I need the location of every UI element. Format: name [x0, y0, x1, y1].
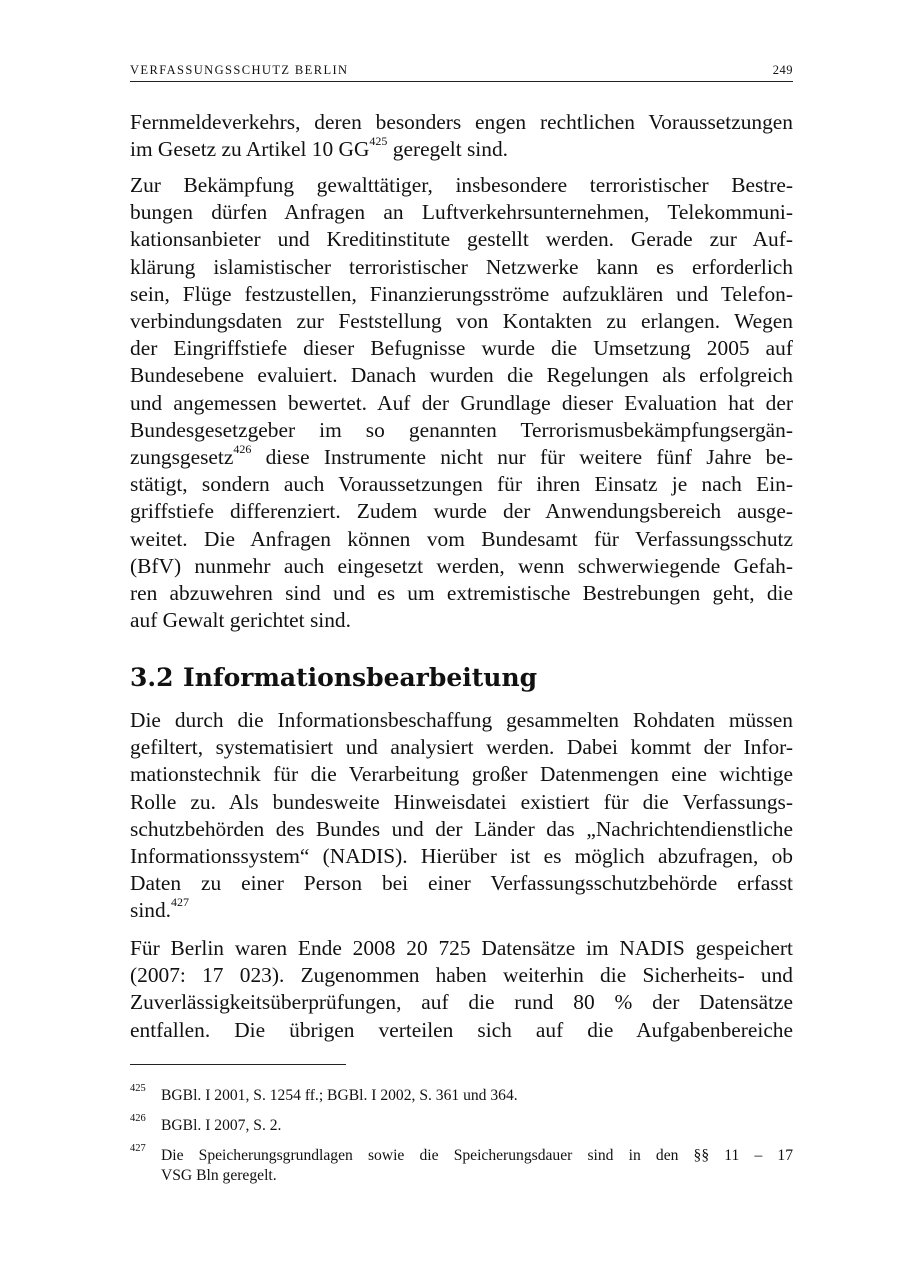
text-line: Bundesebene evaluiert. Danach wurden die Regelungen als erfolgreich — [130, 363, 793, 388]
text-line: gefiltert, systematisiert und analysiert werden. Dabei kommt der Infor- — [130, 735, 793, 760]
text-fragment: geregelt sind. — [387, 137, 508, 162]
text-line: (2007: 17 023). Zugenommen haben weiterhin die Sicherheits- und — [130, 963, 793, 988]
running-title: VERFASSUNGSSCHUTZ BERLIN — [130, 63, 349, 77]
paragraph-2 — [130, 172, 793, 634]
page-number: 249 — [772, 63, 793, 77]
text-line: mationstechnik für die Verarbeitung großer Datenmengen eine wichtige — [130, 762, 793, 787]
text-line: stätigt, sondern auch Voraussetzungen für ihren Einsatz je nach Ein- — [130, 472, 793, 497]
text-line — [130, 136, 793, 163]
text-line: VSG Bln geregelt. — [161, 1167, 277, 1184]
footnote-text: BGBl. I 2001, S. 1254 ff.; BGBl. I 2002, S. 361 und 364. — [161, 1087, 518, 1104]
section-title: Informationsbearbeitung — [183, 663, 538, 692]
text-fragment: diese Instrumente nicht nur für weitere fünf Jahre be- — [251, 445, 793, 470]
footnote-mark: 425 — [130, 1083, 146, 1094]
paragraph-4 — [130, 935, 793, 1044]
text-line: Die Speicherungsgrundlagen sowie die Speicherungsdauer sind in den §§ 11 – 17 — [161, 1147, 793, 1164]
paragraph-3 — [130, 707, 793, 925]
text-line: griffstiefe differenziert. Zudem wurde der Anwendungsbereich ausge- — [130, 499, 793, 524]
running-header — [130, 61, 793, 82]
footnote-reference-426: 426 — [233, 441, 252, 456]
text-line — [130, 897, 793, 924]
text-line: Zur Bekämpfung gewalttätiger, insbesondere terroristischer Bestre- — [130, 173, 793, 197]
text-line: Rolle zu. Als bundesweite Hinweisdatei existiert für die Verfassungs- — [130, 789, 793, 814]
text-line: auf Gewalt gerichtet sind. — [130, 608, 351, 633]
text-line — [130, 441, 793, 471]
text-line: schutzbehörden des Bundes und der Länder das „Nachrichtendienstliche — [130, 816, 793, 841]
footnote-divider — [130, 1064, 346, 1065]
text-line: der Eingriffstiefe dieser Befugnisse wurde die Umsetzung 2005 auf — [130, 336, 793, 361]
text-fragment: im Gesetz zu Artikel 10 GG — [130, 137, 370, 162]
text-line: (BfV) nunmehr auch eingesetzt werden, wenn schwerwiegende Gefah- — [130, 553, 793, 578]
text-line: Bundesgesetzgeber im so genannten Terrorismusbekämpfungsergän- — [130, 417, 793, 442]
text-fragment: zungsgesetz — [130, 445, 234, 470]
text-line: und angemessen bewertet. Auf der Grundlage dieser Evaluation hat der — [130, 390, 793, 415]
paragraph-1 — [130, 109, 793, 163]
text-line: weitet. Die Anfragen können vom Bundesamt für Verfassungsschutz — [130, 526, 793, 551]
footnote-text — [161, 1146, 793, 1186]
text-line: entfallen. Die übrigen verteilen sich auf die Aufgabenbereiche — [130, 1017, 793, 1042]
text-line: Zuverlässigkeitsüberprüfungen, auf die rund 80 % der Datensätze — [130, 990, 793, 1015]
text-line: Informationssystem“ (NADIS). Hierüber ist es möglich abzufragen, ob — [130, 844, 793, 869]
text-fragment: sind. — [130, 898, 172, 923]
section-number: 3.2 — [130, 663, 174, 692]
text-line: verbindungsdaten zur Feststellung von Kontakten zu erlangen. Wegen — [130, 309, 793, 334]
footnote-mark: 426 — [130, 1113, 146, 1124]
text-line: sein, Flüge festzustellen, Finanzierungsströme aufzuklären und Telefon- — [130, 281, 793, 306]
text-line: kationsanbieter und Kreditinstitute gestellt werden. Gerade zur Auf- — [130, 227, 793, 252]
text-line: ren abzuwehren sind und es um extremistische Bestrebungen geht, die — [130, 581, 793, 606]
footnote-reference-425: 425 — [369, 134, 388, 149]
text-line: Die durch die Informationsbeschaffung gesammelten Rohdaten müssen — [130, 708, 793, 732]
text-line: Fernmeldeverkehrs, deren besonders engen rechtlichen Voraussetzungen — [130, 110, 793, 134]
section-heading — [130, 662, 793, 694]
text-line: klärung islamistischer terroristischer Netzwerke kann es erforderlich — [130, 254, 793, 279]
footnote-text: BGBl. I 2007, S. 2. — [161, 1117, 282, 1134]
text-line: bungen dürfen Anfragen an Luftverkehrsunternehmen, Telekommuni- — [130, 200, 793, 225]
footnote-reference-427: 427 — [171, 895, 190, 910]
text-line: Daten zu einer Person bei einer Verfassungsschutzbehörde erfasst — [130, 871, 793, 896]
text-line: Für Berlin waren Ende 2008 20 725 Datensätze im NADIS gespeichert — [130, 936, 793, 960]
footnote-mark: 427 — [130, 1143, 146, 1154]
